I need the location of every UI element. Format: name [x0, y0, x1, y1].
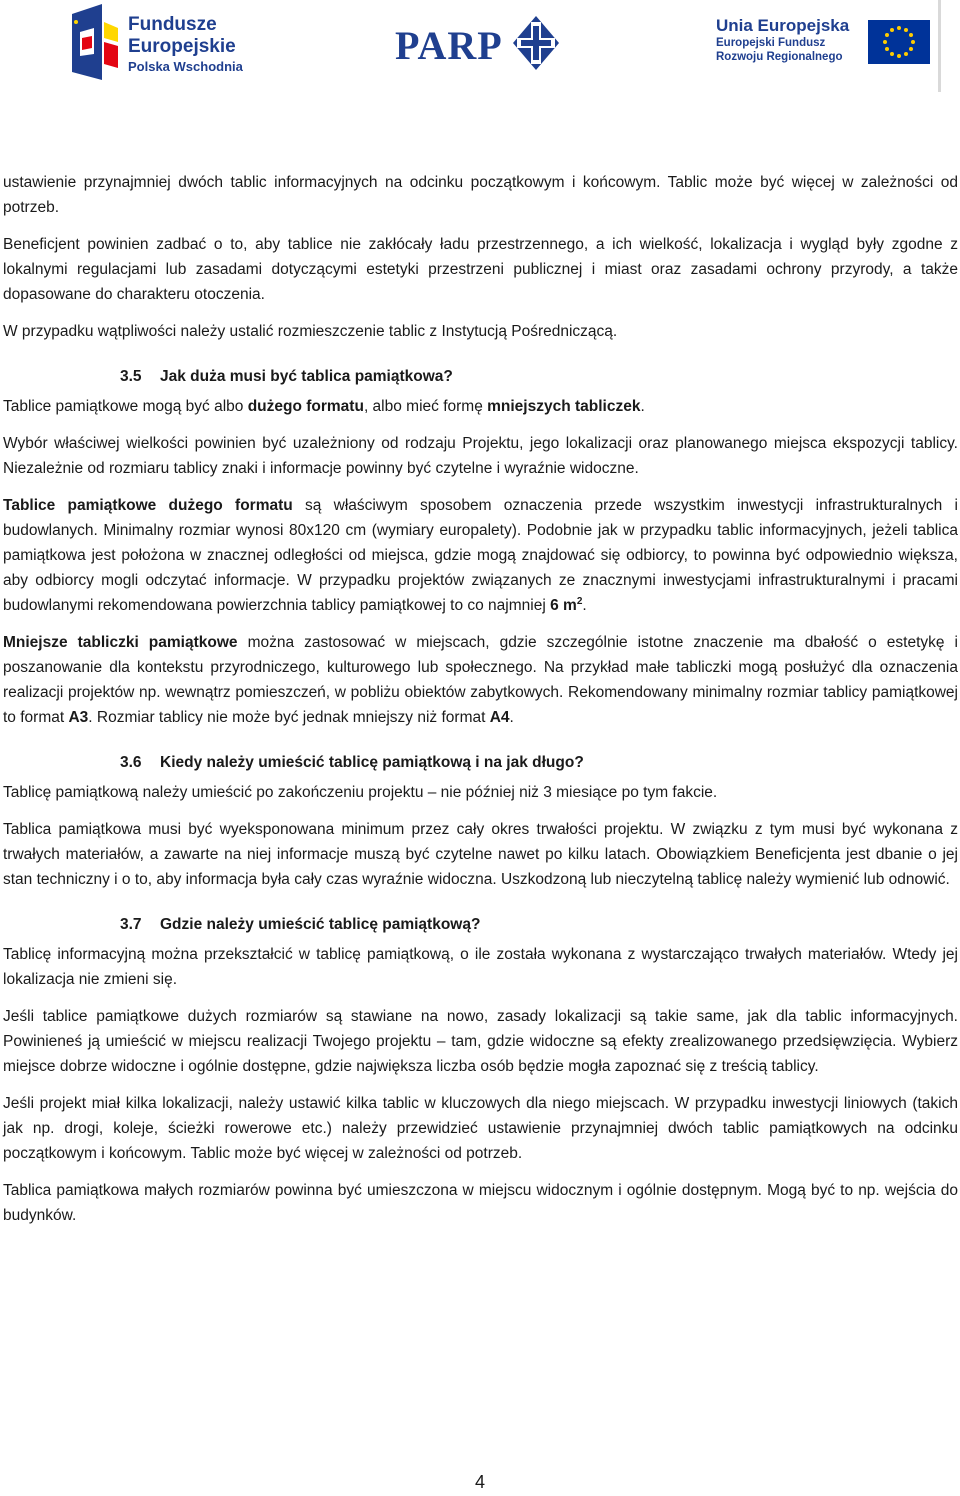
paragraph: Jeśli projekt miał kilka lokalizacji, należy ustawić kilka tablic w kluczowych dla niego miejscach. W przypadku inwestycji liniowych (takich jak np. drogi, koleje, ścieżki rowerowe etc.) należy przewidzieć ustawienie przynajmniej dwóch tablic pamiątkowych na odcinku początkowym i końcowym. Tablic może być więcej w zależności od potrzeb.: [3, 1095, 958, 1162]
section-title: Gdzie należy umieścić tablicę pamiątkową?: [160, 916, 481, 933]
header-divider: [938, 0, 941, 92]
ue-logo-line1: Unia Europejska: [716, 16, 850, 35]
paragraph: Beneficjent powinien zadbać o to, aby tablice nie zakłócały ładu przestrzennego, a ich wielkość, lokalizacja i wygląd były zgodne z lokalnymi regulacjami lub zasadami dotyczącymi estetyki przestrzeni publicznej i miast oraz zasadami ochrony przyrody, a także dopasowane do charakteru otoczenia.: [3, 236, 958, 303]
parp-logo: [395, 12, 575, 72]
fe-emblem-icon: [68, 2, 124, 82]
section-number: 3.6: [120, 754, 142, 771]
paragraph: Jeśli tablice pamiątkowe dużych rozmiarów są stawiane na nowo, zasady lokalizacji są takie same, jak dla tablic informacyjnych. Powinieneś ją umieścić w miejscu realizacji Twojego projektu – tam, gdzie widoczne są efekty zrealizowanego przedsięwzięcia. Wybierz miejsce dobrze widoczne i ogólnie dostępne, gdzie największa liczba osób będzie mogła zapoznać się z treścią tablicy.: [3, 1008, 958, 1075]
paragraph: Tablicę pamiątkową należy umieścić po zakończeniu projektu – nie później niż 3 miesiące po tym fakcie.: [3, 784, 718, 801]
paragraph: Tablice pamiątkowe dużego formatu są właściwym sposobem oznaczenia przede wszystkim inwestycji infrastrukturalnych i budowlanych. Minimalny rozmiar wynosi 80x120 cm (wymiary europalety). Podobnie jak w przypadku tablic informacyjnych, jeżeli tablica pamiątkowa jest położona w znacznej odległości od miejsca, gdzie mogą znajdować się odbiorcy, to powinna być odpowiednio większa, aby odbiorcy mogli odczytać informacje. W przypadku projektów związanych ze znacznymi inwestycjami infrastrukturalnymi i pracami budowlanymi rekomendowana powierzchnia tablicy pamiątkowej to co najmniej 6 $m^2$.: [3, 497, 958, 614]
fe-logo-line3: Polska Wschodnia: [128, 59, 243, 74]
document-body: [3, 170, 958, 1240]
fe-logo-line2: Europejskie: [128, 36, 236, 57]
ue-logo-line2: Europejski Fundusz: [716, 37, 826, 49]
section-title: Jak duża musi być tablica pamiątkowa?: [160, 368, 453, 385]
ue-logo-line3: Rozwoju Regionalnego: [716, 51, 843, 63]
paragraph: Tablicę informacyjną można przekształcić w tablicę pamiątkową, o ile została wykonana z wystarczająco trwałych materiałów. Wtedy jej lokalizacja nie zmieni się.: [3, 946, 958, 988]
paragraph: ustawienie przynajmniej dwóch tablic informacyjnych na odcinku początkowym i końcowym. Tablic może być więcej w zależności od potrzeb.: [3, 174, 958, 216]
section-heading-3-6: [3, 750, 958, 775]
paragraph: Tablica pamiątkowa małych rozmiarów powinna być umieszczona w miejscu widocznym i ogólnie dostępnym. Mogą być to np. wejścia do budynków.: [3, 1182, 958, 1224]
section-number: 3.7: [120, 916, 142, 933]
page-number: 4: [474, 1472, 485, 1492]
paragraph: Tablica pamiątkowa musi być wyeksponowana minimum przez cały okres trwałości projektu. W związku z tym musi być wykonana z trwałych materiałów, a zawarte na niej informacje muszą być czytelne nawet po kilku latach. Obowiązkiem Beneficjenta jest dbanie o jej stan techniczny i o to, aby informacja była cały czas wyraźnie widoczna. Uszkodzoną lub nieczytelną tablicę należy wymienić lub odnowić.: [3, 821, 958, 888]
unia-europejska-logo: [716, 16, 946, 96]
paragraph: Tablice pamiątkowe mogą być albo dużego formatu, albo mieć formę mniejszych tabliczek.: [3, 398, 645, 415]
fundusze-europejskie-logo: [68, 2, 258, 82]
section-title: Kiedy należy umieścić tablicę pamiątkową i na jak długo?: [160, 754, 584, 771]
page-header: [0, 0, 960, 100]
section-heading-3-5: [3, 364, 958, 389]
section-number: 3.5: [120, 368, 142, 385]
fe-logo-line1: Fundusze: [128, 14, 217, 35]
parp-emblem-icon: [511, 14, 561, 72]
paragraph: Wybór właściwej wielkości powinien być uzależniony od rodzaju Projektu, jego lokalizacji oraz planowanego miejsca ekspozycji tablicy. Niezależnie od rozmiaru tablicy znaki i informacje powinny być czytelne i wyraźnie widoczne.: [3, 435, 958, 477]
eu-flag-icon: [868, 20, 930, 64]
paragraph: Mniejsze tabliczki pamiątkowe można zastosować w miejscach, gdzie szczególnie istotne znaczenie ma dbałość o estetykę i poszanowanie dla kontekstu przyrodniczego, kulturowego lub społecznego. Na przykład małe tabliczki mogą posłużyć dla oznaczenia realizacji projektów np. wewnątrz pomieszczeń, w pobliżu obiektów zabytkowych. Rekomendowany minimalny rozmiar tablicy pamiątkowej to format A3. Rozmiar tablicy nie może być jednak mniejszy niż format A4.: [3, 634, 958, 726]
section-heading-3-7: [3, 912, 958, 937]
parp-logo-text: PARP: [395, 23, 503, 68]
paragraph: W przypadku wątpliwości należy ustalić rozmieszczenie tablic z Instytucją Pośredniczącą.: [3, 323, 618, 340]
